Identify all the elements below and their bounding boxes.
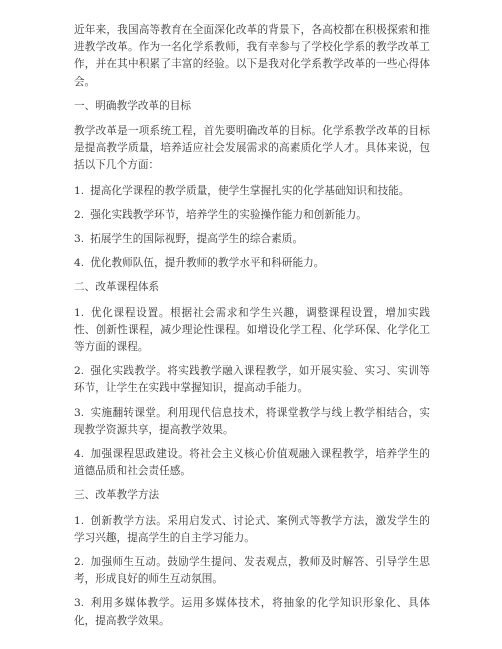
- item-text: 创新教学方法。采用启发式、讨论式、案例式等教学方法，激发学生的学习兴趣，提高学生的自主学习能力。: [74, 514, 430, 544]
- list-item: [74, 513, 430, 547]
- item-text: 加强师生互动。鼓励学生提问、发表观点，教师及时解答、引导学生思考，形成良好的师生互动氛围。: [74, 556, 430, 586]
- item-text: 拓展学生的国际视野，提高学生的综合素质。: [90, 233, 304, 246]
- list-item: [74, 405, 430, 439]
- goals-paragraph: 教学改革是一项系统工程，首先要明确改革的目标。化学系教学改革的目标是提高教学质量，培养适应社会发展需求的高素质化学人才。具体来说，包括以下几个方面：: [74, 125, 430, 172]
- list-item: [74, 595, 430, 629]
- item-text: 提高化学课程的教学质量，使学生掌握扎实的化学基础知识和技能。: [90, 184, 410, 197]
- item-number: 2.: [74, 208, 85, 221]
- section-heading-goals: 一、明确教学改革的目标: [74, 99, 192, 112]
- list-item: [74, 446, 430, 480]
- list-item: [74, 554, 430, 588]
- item-number: 4.: [74, 448, 85, 461]
- item-number: 1.: [74, 514, 85, 527]
- section-heading-curriculum: 二、改革课程体系: [74, 281, 160, 294]
- item-number: 3.: [74, 597, 85, 610]
- item-number: 3.: [74, 233, 85, 246]
- item-text: 实施翻转课堂。利用现代信息技术，将课堂教学与线上教学相结合，实现教学资源共享，提高教学效果。: [74, 406, 430, 436]
- item-number: 4.: [74, 257, 85, 270]
- document-page: [74, 22, 430, 637]
- list-item: [74, 231, 430, 248]
- list-item: [74, 207, 430, 224]
- item-number: 3.: [74, 406, 85, 419]
- intro-paragraph: 近年来，我国高等教育在全面深化改革的背景下，各高校都在积极探索和推进教学改革。作为一名化学系教师，我有幸参与了学校化学系的教学改革工作，并在其中积累了丰富的经验。以下是我对化学系教学改革的一些心得体会。: [74, 24, 430, 88]
- item-text: 加强课程思政建设。将社会主义核心价值观融入课程教学，培养学生的道德品质和社会责任感。: [74, 448, 430, 478]
- item-number: 1.: [74, 306, 85, 319]
- item-text: 优化课程设置。根据社会需求和学生兴趣，调整课程设置，增加实践性、创新性课程，减少理论性课程。如增设化学工程、化学环保、化学化工等方面的课程。: [74, 306, 430, 354]
- list-item: [74, 183, 430, 200]
- item-number: 2.: [74, 365, 85, 378]
- item-text: 利用多媒体教学。运用多媒体技术，将抽象的化学知识形象化、具体化，提高教学效果。: [74, 597, 430, 627]
- list-item: [74, 305, 430, 357]
- section-heading-methods: 三、改革教学方法: [74, 489, 160, 502]
- item-text: 强化实践教学。将实践教学融入课程教学，如开展实验、实习、实训等环节，让学生在实践中掌握知识，提高动手能力。: [74, 365, 430, 395]
- item-text: 优化教师队伍，提升教师的教学水平和科研能力。: [90, 257, 325, 270]
- item-number: 1.: [74, 184, 85, 197]
- list-item: [74, 363, 430, 397]
- item-text: 强化实践教学环节，培养学生的实验操作能力和创新能力。: [90, 208, 367, 221]
- list-item: [74, 255, 430, 272]
- item-number: 2.: [74, 556, 85, 569]
